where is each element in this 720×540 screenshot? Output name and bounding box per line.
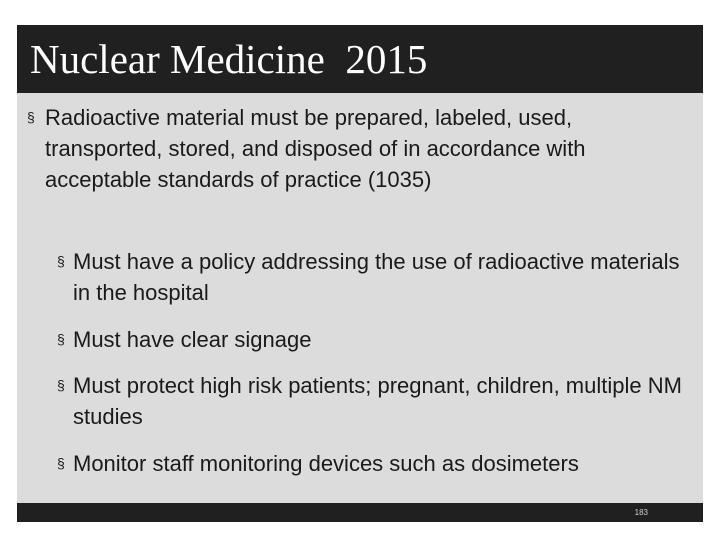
bullet-marker-icon: § xyxy=(57,455,65,471)
footer-bar xyxy=(17,503,703,522)
page-number: 183 xyxy=(634,508,648,517)
bullet-text: Must have clear signage xyxy=(73,327,312,352)
bullet-marker-icon: § xyxy=(57,377,65,393)
title-bar xyxy=(17,25,703,93)
bullet-marker-icon: § xyxy=(57,331,65,347)
bullet-text: Must have a policy addressing the use of radioactive materials in the hospital xyxy=(73,249,680,305)
bullet-text: Radioactive material must be prepared, labeled, used, transported, stored, and disposed of in accordance with acceptable standards of practice (1035) xyxy=(45,105,586,192)
content-area xyxy=(17,93,703,503)
sub-bullet-signage xyxy=(57,324,697,355)
bullet-text: Must protect high risk patients; pregnant, children, multiple NM studies xyxy=(73,373,682,429)
bullet-text: Monitor staff monitoring devices such as dosimeters xyxy=(73,451,579,476)
sub-bullet-patients xyxy=(57,370,697,432)
bullet-marker-icon: § xyxy=(57,253,65,269)
sub-bullet-policy xyxy=(57,246,697,308)
slide-title: Nuclear Medicine 2015 xyxy=(30,36,428,82)
bullet-main xyxy=(27,102,687,195)
sub-bullet-dosimeters xyxy=(57,448,697,479)
bullet-marker-icon: § xyxy=(27,109,35,125)
